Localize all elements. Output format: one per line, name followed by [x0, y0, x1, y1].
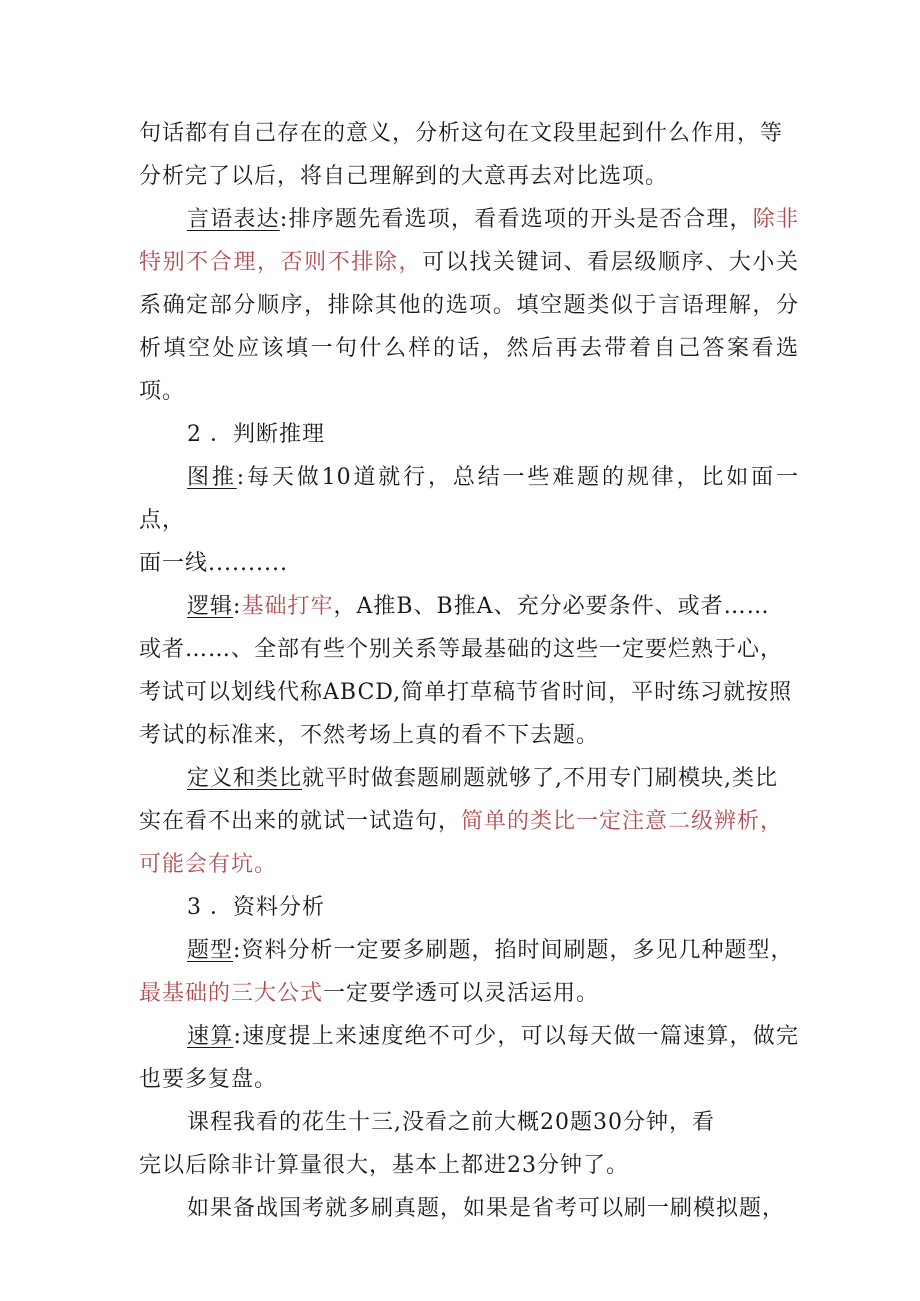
section-label-question-types: 题型: [187, 938, 234, 963]
paragraph-definition-analogy: [139, 757, 799, 886]
paragraph-intro: [139, 112, 799, 198]
highlight-text: 除非特别不合理，否则不排除，: [139, 207, 799, 275]
paragraph-verbal-expression: [139, 198, 799, 413]
line: 每天做10道就行，总结一些难题的规律，比如面一点，: [139, 465, 799, 533]
text: 可以找关键词、看层级顺序、大小关系确定部分顺序，排除其他的选项。填空题类似于言语理解，分析填空处应该填一句什么样的话，然后再去带着自己答案看选项。: [139, 250, 799, 404]
line: 面一线..........: [139, 551, 288, 576]
line: 或者……、全部有些个别关系等最基础的这些一定要烂熟于心，: [139, 637, 784, 662]
line: 如果备战国考就多刷真题，如果是省考可以刷一刷模拟题，: [187, 1196, 786, 1221]
section-label-logic: 逻辑: [187, 594, 234, 619]
line: 分析完了以后，将自己理解到的大意再去对比选项。: [139, 164, 669, 189]
text: 速度提上来速度绝不可少，可以每天做一篇速算，做完也要多复盘。: [139, 1024, 799, 1092]
colon: :: [233, 938, 242, 963]
highlight-text: 简单的类比一定注意二级辨析，: [461, 809, 784, 834]
line: 就平时做套题刷题就够了,不用专门刷模块,类比: [302, 766, 779, 791]
paragraph-logic: [139, 585, 799, 757]
heading-judgment-reasoning: 2 ．判断推理: [187, 422, 325, 447]
heading-data-analysis: 3 ．资料分析: [187, 895, 325, 920]
text: 实在看不出来的就试一试造句，: [139, 809, 462, 834]
line: 课程我看的花生十三,没看之前大概20题30分钟，看: [187, 1110, 715, 1135]
paragraph-exam-prep: [139, 1187, 799, 1230]
text: 资料分析一定要多刷题，掐时间刷题，多见几种题型，: [241, 938, 794, 963]
section-label-figure-reasoning: 图推: [187, 465, 237, 490]
section-label-definition-analogy: 定义和类比: [187, 766, 303, 791]
colon: :: [279, 207, 289, 232]
section-label-speed-calc: 速算: [187, 1024, 234, 1049]
highlight-text: 最基础的三大公式: [139, 981, 324, 1006]
paragraph-course: [139, 1101, 799, 1187]
colon: :: [233, 1024, 242, 1049]
paragraph-figure-reasoning: [139, 456, 799, 585]
paragraph-speed-calc: [139, 1015, 799, 1101]
paragraph-question-types: [139, 929, 799, 1015]
colon: :: [236, 465, 246, 490]
colon: :: [233, 594, 242, 619]
line: 完以后除非计算量很大，基本上都进23分钟了。: [139, 1153, 629, 1178]
line: 句话都有自己存在的意义，分析这句在文段里起到什么作用，等: [139, 121, 784, 146]
section-label-verbal-expression: 言语表达: [187, 207, 280, 232]
line: 考试可以划线代称ABCD,简单打草稿节省时间，平时练习就按照: [139, 680, 793, 705]
highlight-text: 可能会有坑。: [139, 852, 278, 877]
line: 考试的标准来，不然考场上真的看不下去题。: [139, 723, 600, 748]
text: 一定要学透可以灵活运用。: [323, 981, 600, 1006]
text: 排序题先看选项，看看选项的开头是否合理，: [288, 207, 753, 232]
document-page: [139, 112, 799, 1230]
highlight-text: 基础打牢: [241, 594, 334, 619]
text: ，A推B、B推A、充分必要条件、或者……: [333, 594, 770, 619]
